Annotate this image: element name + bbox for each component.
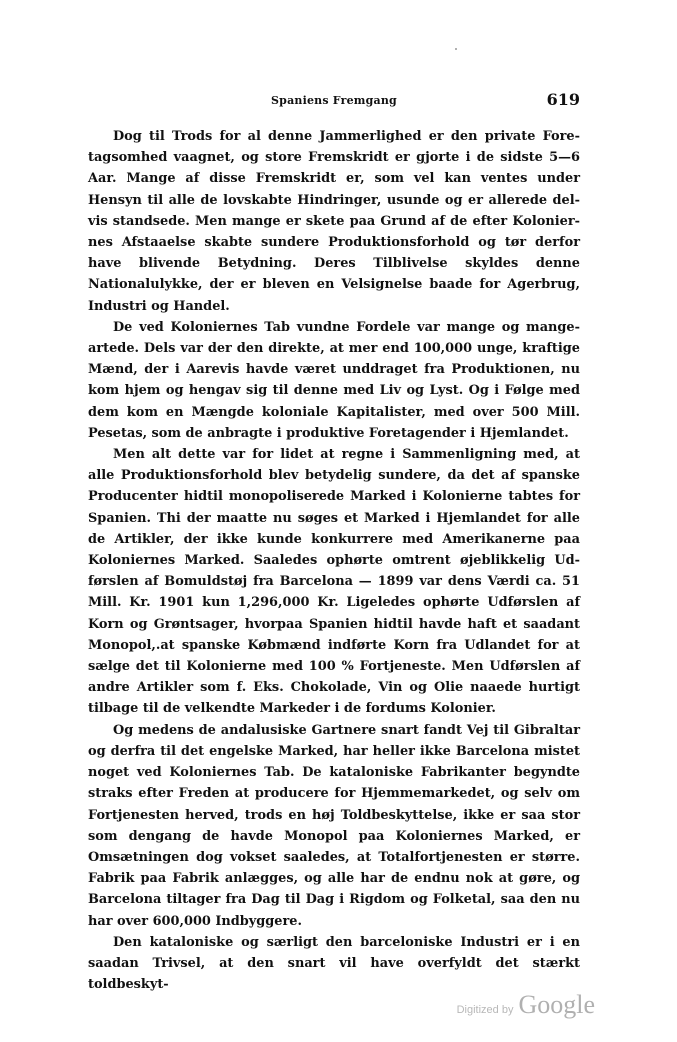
paragraph-1: Dog til Trods for al denne Jammerlighed er den private Foretagsomhed vaagnet, og store Fremskridt er gjorte i de sidste 5—6 Aar. Mange af disse Fremskridt er, som vel kan ventes under Hensyn til alle de lovskabte Hindringer, usunde og er allerede delvis standsede. Men mange er skete paa Grund af de efter Koloniernes Afstaaelse skabte sundere Produktionsforhold og tør derfor have blivende Betydning. Deres Tilblivelse skyldes denne Nationalulykke, der er bleven en Velsignelse baade for Agerbrug, Industri og Handel. [88,129,580,314]
paragraph-5: Den kataloniske og særligt den barceloniske Industri er i en saadan Trivsel, at den snart vil have overfyldt det stærkt toldbeskyt- [88,934,580,993]
running-title: Spaniens Fremgang [271,94,397,107]
body-text [88,126,580,995]
scan-speck [455,48,457,50]
google-logo: Google [518,990,595,1019]
page-number: 619 [546,90,580,109]
digitized-by-text: Digitized by [456,1004,514,1016]
running-head [88,90,580,112]
digitized-watermark [457,990,595,1020]
paragraph-2: De ved Koloniernes Tab vundne Fordele var mange og mangeartede. Dels var der den direkte, at mer end 100,000 unge, kraftige Mænd, der i Aarevis havde været unddraget fra Produktionen, nu kom hjem og hengav sig til denne med Liv og Lyst. Og i Følge med dem kom en Mængde koloniale Kapitalister, med over 500 Mill. Pesetas, som de anbragte i produktive Foretagender i Hjemlandet. [88,319,580,441]
paragraph-4: Og medens de andalusiske Gartnere snart fandt Vej til Gibraltar og derfra til det engelske Marked, har heller ikke Barcelona mistet noget ved Koloniernes Tab. De kataloniske Fabrikanter begyndte straks efter Freden at producere for Hjemmemarkedet, og selv om Fortjenesten herved, trods en høj Toldbeskyttelse, ikke er saa stor som dengang de havde Monopol paa Koloniernes Marked, er Omsætningen dog vokset saaledes, at Totalfortjenesten er større. Fabrik paa Fabrik anlægges, og alle har de endnu nok at gøre, og Barcelona tiltager fra Dag til Dag i Rigdom og Folketal, saa den nu har over 600,000 Indbyggere. [88,722,580,929]
paragraph-3: Men alt dette var for lidet at regne i Sammenligning med, at alle Produktionsforhold blev betydelig sundere, da det af spanske Producenter hidtil monopoliserede Marked i Kolonierne tabtes for Spanien. Thi der maatte nu søges et Marked i Hjemlandet for alle de Artikler, der ikke kunde konkurrere med Amerikanerne paa Koloniernes Marked. Saaledes ophørte omtrent øjeblikkelig Udførslen af Bomuldstøj fra Barcelona — 1899 var dens Værdi ca. 51 Mill. Kr. 1901 kun 1,296,000 Kr. Ligeledes ophørte Udførslen af Korn og Grøntsager, hvorpaa Spanien hidtil havde haft et saadant Monopol,.at spanske Købmænd indførte Korn fra Udlandet for at sælge det til Kolonierne med 100 % Fortjeneste. Men Udførslen af andre Artikler som f. Eks. Chokolade, Vin og Olie naaede hurtigt tilbage til de velkendte Markeder i de fordums Kolonier. [88,447,580,717]
